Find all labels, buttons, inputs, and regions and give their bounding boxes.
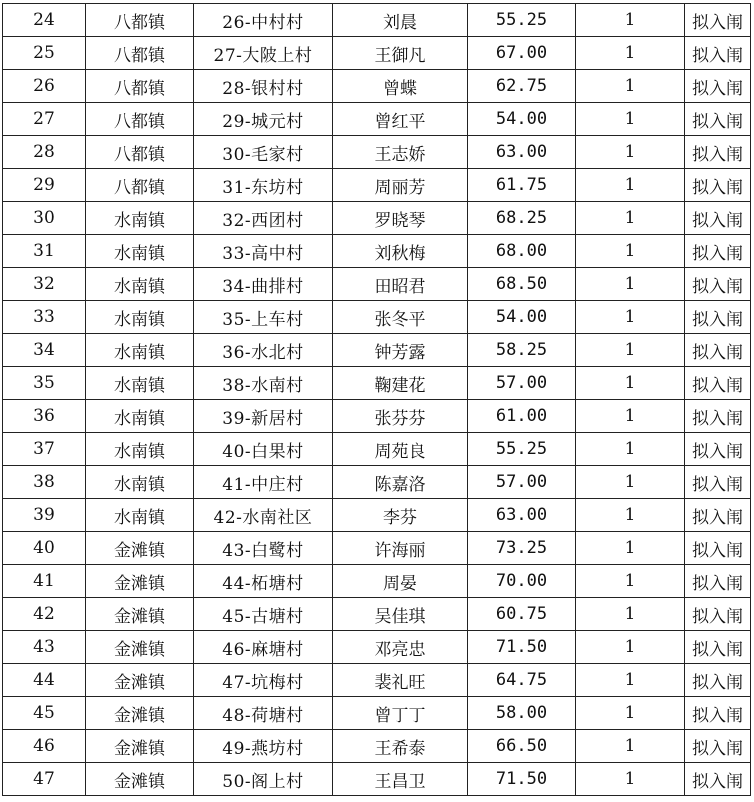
status-cell: 拟入闱 (685, 400, 751, 433)
village-cell: 28-银村村 (194, 70, 333, 103)
status-cell: 拟入闱 (685, 136, 751, 169)
score-cell: 63.00 (468, 136, 576, 169)
score-cell: 61.00 (468, 400, 576, 433)
status-cell: 拟入闱 (685, 268, 751, 301)
quota-cell: 1 (576, 235, 685, 268)
town-cell: 水南镇 (86, 202, 194, 235)
town-cell: 八都镇 (86, 70, 194, 103)
village-cell: 41-中庄村 (194, 466, 333, 499)
town-cell: 水南镇 (86, 268, 194, 301)
table-row (3, 664, 751, 697)
status-cell: 拟入闱 (685, 499, 751, 532)
town-cell: 金滩镇 (86, 763, 194, 796)
quota-cell: 1 (576, 202, 685, 235)
score-cell: 57.00 (468, 466, 576, 499)
town-cell: 金滩镇 (86, 697, 194, 730)
quota-cell: 1 (576, 499, 685, 532)
table-row (3, 631, 751, 664)
status-cell: 拟入闱 (685, 763, 751, 796)
row-number-cell: 26 (3, 70, 86, 103)
row-number-cell: 35 (3, 367, 86, 400)
quota-cell: 1 (576, 433, 685, 466)
quota-cell: 1 (576, 697, 685, 730)
village-cell: 34-曲排村 (194, 268, 333, 301)
candidate-table (2, 3, 751, 796)
town-cell: 金滩镇 (86, 730, 194, 763)
quota-cell: 1 (576, 367, 685, 400)
table-row (3, 367, 751, 400)
quota-cell: 1 (576, 70, 685, 103)
quota-cell: 1 (576, 400, 685, 433)
name-cell: 王御凡 (333, 37, 468, 70)
table-body (3, 4, 751, 796)
score-cell: 57.00 (468, 367, 576, 400)
row-number-cell: 29 (3, 169, 86, 202)
status-cell: 拟入闱 (685, 235, 751, 268)
score-cell: 58.00 (468, 697, 576, 730)
town-cell: 水南镇 (86, 301, 194, 334)
village-cell: 42-水南社区 (194, 499, 333, 532)
village-cell: 50-阁上村 (194, 763, 333, 796)
status-cell: 拟入闱 (685, 367, 751, 400)
quota-cell: 1 (576, 301, 685, 334)
town-cell: 八都镇 (86, 4, 194, 37)
score-cell: 66.50 (468, 730, 576, 763)
score-cell: 54.00 (468, 103, 576, 136)
table-row (3, 37, 751, 70)
village-cell: 38-水南村 (194, 367, 333, 400)
town-cell: 金滩镇 (86, 598, 194, 631)
status-cell: 拟入闱 (685, 37, 751, 70)
name-cell: 刘晨 (333, 4, 468, 37)
village-cell: 43-白鹭村 (194, 532, 333, 565)
row-number-cell: 40 (3, 532, 86, 565)
table-row (3, 433, 751, 466)
table-row (3, 697, 751, 730)
quota-cell: 1 (576, 631, 685, 664)
status-cell: 拟入闱 (685, 730, 751, 763)
row-number-cell: 36 (3, 400, 86, 433)
name-cell: 邓亮忠 (333, 631, 468, 664)
status-cell: 拟入闱 (685, 103, 751, 136)
town-cell: 水南镇 (86, 400, 194, 433)
table-row (3, 235, 751, 268)
town-cell: 水南镇 (86, 499, 194, 532)
quota-cell: 1 (576, 136, 685, 169)
name-cell: 鞠建花 (333, 367, 468, 400)
row-number-cell: 44 (3, 664, 86, 697)
village-cell: 46-麻塘村 (194, 631, 333, 664)
name-cell: 周丽芳 (333, 169, 468, 202)
score-cell: 63.00 (468, 499, 576, 532)
row-number-cell: 24 (3, 4, 86, 37)
name-cell: 罗晓琴 (333, 202, 468, 235)
table-row (3, 730, 751, 763)
name-cell: 曾丁丁 (333, 697, 468, 730)
quota-cell: 1 (576, 664, 685, 697)
table-row (3, 532, 751, 565)
score-cell: 67.00 (468, 37, 576, 70)
status-cell: 拟入闱 (685, 631, 751, 664)
score-cell: 64.75 (468, 664, 576, 697)
name-cell: 陈嘉洛 (333, 466, 468, 499)
town-cell: 金滩镇 (86, 532, 194, 565)
status-cell: 拟入闱 (685, 202, 751, 235)
score-cell: 73.25 (468, 532, 576, 565)
score-cell: 71.50 (468, 631, 576, 664)
score-cell: 54.00 (468, 301, 576, 334)
village-cell: 33-高中村 (194, 235, 333, 268)
name-cell: 张冬平 (333, 301, 468, 334)
score-cell: 58.25 (468, 334, 576, 367)
status-cell: 拟入闱 (685, 664, 751, 697)
row-number-cell: 33 (3, 301, 86, 334)
table-row (3, 334, 751, 367)
name-cell: 钟芳露 (333, 334, 468, 367)
table-row (3, 763, 751, 796)
score-cell: 68.50 (468, 268, 576, 301)
quota-cell: 1 (576, 466, 685, 499)
row-number-cell: 34 (3, 334, 86, 367)
name-cell: 曾蝶 (333, 70, 468, 103)
row-number-cell: 47 (3, 763, 86, 796)
town-cell: 八都镇 (86, 103, 194, 136)
village-cell: 32-西团村 (194, 202, 333, 235)
village-cell: 36-水北村 (194, 334, 333, 367)
table-row (3, 598, 751, 631)
row-number-cell: 43 (3, 631, 86, 664)
table-row (3, 565, 751, 598)
name-cell: 王希泰 (333, 730, 468, 763)
table-row (3, 4, 751, 37)
town-cell: 水南镇 (86, 367, 194, 400)
row-number-cell: 45 (3, 697, 86, 730)
row-number-cell: 31 (3, 235, 86, 268)
status-cell: 拟入闱 (685, 565, 751, 598)
table-row (3, 400, 751, 433)
row-number-cell: 41 (3, 565, 86, 598)
score-cell: 68.25 (468, 202, 576, 235)
village-cell: 48-荷塘村 (194, 697, 333, 730)
name-cell: 周晏 (333, 565, 468, 598)
status-cell: 拟入闱 (685, 433, 751, 466)
name-cell: 李芬 (333, 499, 468, 532)
village-cell: 30-毛家村 (194, 136, 333, 169)
table-row (3, 136, 751, 169)
name-cell: 周苑良 (333, 433, 468, 466)
name-cell: 王昌卫 (333, 763, 468, 796)
score-cell: 61.75 (468, 169, 576, 202)
status-cell: 拟入闱 (685, 169, 751, 202)
quota-cell: 1 (576, 169, 685, 202)
row-number-cell: 38 (3, 466, 86, 499)
name-cell: 王志娇 (333, 136, 468, 169)
quota-cell: 1 (576, 598, 685, 631)
village-cell: 40-白果村 (194, 433, 333, 466)
score-cell: 70.00 (468, 565, 576, 598)
name-cell: 刘秋梅 (333, 235, 468, 268)
table-row (3, 268, 751, 301)
town-cell: 八都镇 (86, 169, 194, 202)
status-cell: 拟入闱 (685, 697, 751, 730)
quota-cell: 1 (576, 565, 685, 598)
table-row (3, 301, 751, 334)
quota-cell: 1 (576, 334, 685, 367)
status-cell: 拟入闱 (685, 301, 751, 334)
town-cell: 水南镇 (86, 235, 194, 268)
row-number-cell: 30 (3, 202, 86, 235)
status-cell: 拟入闱 (685, 4, 751, 37)
name-cell: 吴佳琪 (333, 598, 468, 631)
town-cell: 水南镇 (86, 433, 194, 466)
quota-cell: 1 (576, 103, 685, 136)
village-cell: 49-燕坊村 (194, 730, 333, 763)
name-cell: 张芬芬 (333, 400, 468, 433)
village-cell: 31-东坊村 (194, 169, 333, 202)
quota-cell: 1 (576, 730, 685, 763)
score-cell: 60.75 (468, 598, 576, 631)
town-cell: 金滩镇 (86, 565, 194, 598)
village-cell: 35-上车村 (194, 301, 333, 334)
score-cell: 55.25 (468, 433, 576, 466)
town-cell: 金滩镇 (86, 664, 194, 697)
row-number-cell: 42 (3, 598, 86, 631)
quota-cell: 1 (576, 268, 685, 301)
status-cell: 拟入闱 (685, 334, 751, 367)
score-cell: 62.75 (468, 70, 576, 103)
table-row (3, 499, 751, 532)
village-cell: 27-大陂上村 (194, 37, 333, 70)
village-cell: 47-坑梅村 (194, 664, 333, 697)
quota-cell: 1 (576, 532, 685, 565)
row-number-cell: 37 (3, 433, 86, 466)
status-cell: 拟入闱 (685, 70, 751, 103)
row-number-cell: 25 (3, 37, 86, 70)
table-row (3, 70, 751, 103)
table-row (3, 466, 751, 499)
table-row (3, 202, 751, 235)
town-cell: 金滩镇 (86, 631, 194, 664)
score-cell: 68.00 (468, 235, 576, 268)
status-cell: 拟入闱 (685, 598, 751, 631)
row-number-cell: 46 (3, 730, 86, 763)
name-cell: 曾红平 (333, 103, 468, 136)
village-cell: 45-古塘村 (194, 598, 333, 631)
name-cell: 裴礼旺 (333, 664, 468, 697)
village-cell: 39-新居村 (194, 400, 333, 433)
row-number-cell: 32 (3, 268, 86, 301)
village-cell: 26-中村村 (194, 4, 333, 37)
row-number-cell: 28 (3, 136, 86, 169)
table-row (3, 103, 751, 136)
quota-cell: 1 (576, 4, 685, 37)
village-cell: 44-柘塘村 (194, 565, 333, 598)
table-row (3, 169, 751, 202)
town-cell: 八都镇 (86, 136, 194, 169)
status-cell: 拟入闱 (685, 532, 751, 565)
town-cell: 水南镇 (86, 334, 194, 367)
row-number-cell: 39 (3, 499, 86, 532)
name-cell: 许海丽 (333, 532, 468, 565)
score-cell: 55.25 (468, 4, 576, 37)
status-cell: 拟入闱 (685, 466, 751, 499)
town-cell: 水南镇 (86, 466, 194, 499)
name-cell: 田昭君 (333, 268, 468, 301)
village-cell: 29-城元村 (194, 103, 333, 136)
town-cell: 八都镇 (86, 37, 194, 70)
quota-cell: 1 (576, 37, 685, 70)
row-number-cell: 27 (3, 103, 86, 136)
score-cell: 71.50 (468, 763, 576, 796)
quota-cell: 1 (576, 763, 685, 796)
